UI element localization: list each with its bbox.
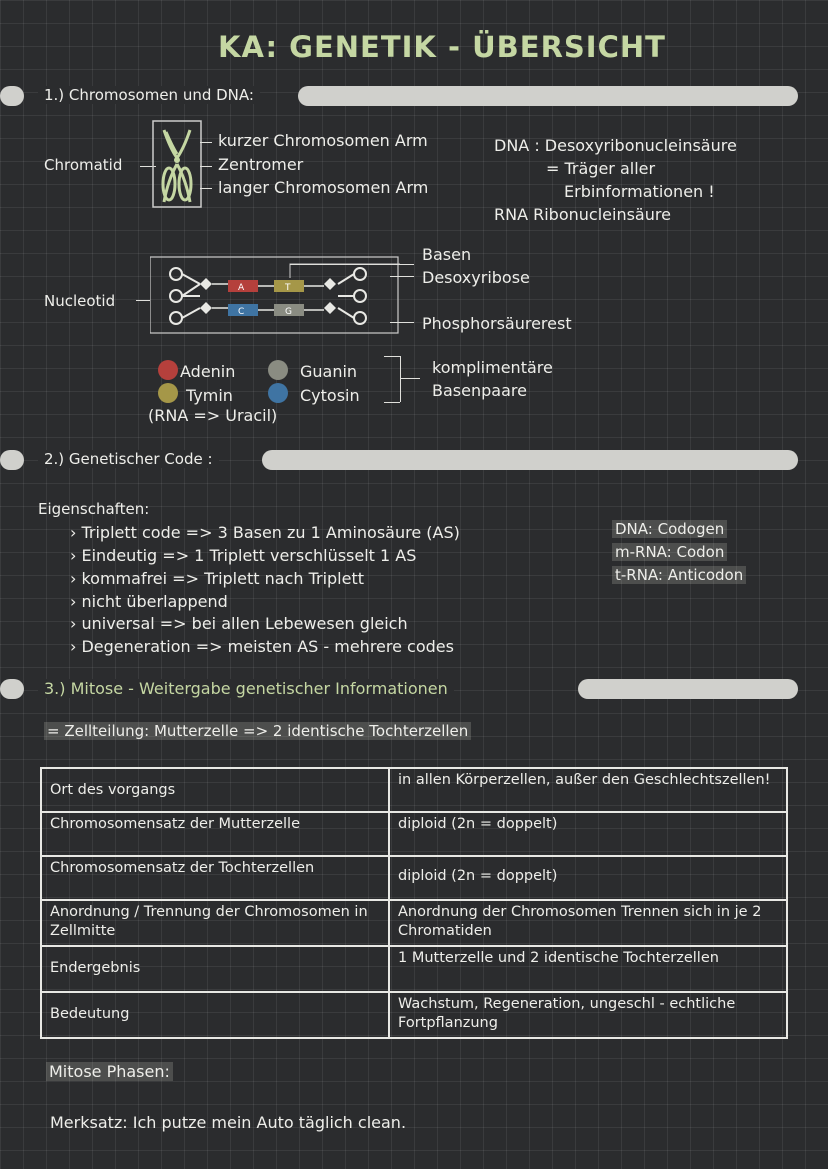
section-1-bar [0,86,24,106]
zellteilung-definition: = Zellteilung: Mutterzelle => 2 identische Tochterzellen [44,722,471,740]
row-5-key: Endergebnis [50,960,141,976]
merksatz: Merksatz: Ich putze mein Auto täglich clean. [50,1113,407,1132]
section-1-heading: 1.) Chromosomen und DNA: [38,86,260,104]
table-value: in allen Körperzellen, außer den Geschlechtszellen! [389,768,787,812]
property-4: › nicht überlappend [70,592,228,611]
row-1-key: Ort des vorgangs [50,782,176,798]
property-5: › universal => bei allen Lebewesen gleich [70,614,408,633]
page-title: KA: GENETIK - ÜBERSICHT [218,30,666,64]
cytosin-dot [268,383,288,403]
table-key: Chromosomensatz der Tochterzellen [41,856,389,900]
section-3-bar-right [578,679,798,699]
table-row [41,812,787,856]
property-3: › kommafrei => Triplett nach Triplett [70,569,365,588]
chromosome-pointer-2 [200,166,212,167]
code-dna: DNA: Codogen [612,520,727,538]
chromosome-pointer-1 [200,142,212,143]
cytosin-label: Cytosin [300,386,360,405]
section-2-bar-right [262,450,798,470]
code-mrna: m-RNA: Codon [612,543,727,561]
property-2-text: Eindeutig => 1 Triplett verschlüsselt 1 AS [81,546,417,565]
table-row [41,856,787,900]
table-key [41,992,389,1038]
table-value: diploid (2n = doppelt) [389,812,787,856]
uracil-note: (RNA => Uracil) [148,406,278,425]
table-value: 1 Mutterzelle und 2 identische Tochterzellen [389,946,787,992]
property-5-text: universal => bei allen Lebewesen gleich [81,614,408,633]
table-key: Anordnung / Trennung der Chromosomen in Zellmitte [41,900,389,946]
property-4-text: nicht überlappend [81,592,228,611]
row-6-key: Bedeutung [50,1006,130,1022]
table-row [41,900,787,946]
property-2: › Eindeutig => 1 Triplett verschlüsselt 1 AS [70,546,417,565]
properties-title: Eigenschaften: [38,500,150,518]
centromere-label: Zentromer [218,155,304,174]
table-key: Chromosomensatz der Mutterzelle [41,812,389,856]
adenin-dot [158,360,178,380]
code-trna: t-RNA: Anticodon [612,566,746,584]
paired-label-1: komplimentäre [432,358,553,377]
table-value: Wachstum, Regeneration, ungeschl - echtliche Fortpflanzung [389,992,787,1038]
property-1-text: Triplett code => 3 Basen zu 1 Aminosäure (AS) [81,523,460,542]
nucleotide-diagram [150,256,400,336]
rna-definition: RNA Ribonucleinsäure [494,205,671,224]
svg-text:A: A [238,283,245,293]
property-6: › Degeneration => meisten AS - mehrere codes [70,637,454,656]
svg-text:C: C [238,307,245,317]
table-row [41,992,787,1038]
chromosome-pointer-3 [200,188,212,189]
adenin-label: Adenin [180,362,236,381]
basen-pointer [290,264,414,265]
section-1-bar-right [298,86,798,106]
chromatid-label: Chromatid [44,156,123,174]
property-3-text: kommafrei => Triplett nach Triplett [81,569,365,588]
mitose-phasen-label: Mitose Phasen: [46,1062,173,1081]
guanin-label: Guanin [300,362,358,381]
property-6-text: Degeneration => meisten AS - mehrere codes [81,637,454,656]
long-arm-label: langer Chromosomen Arm [218,178,429,197]
table-row [41,768,787,812]
bracket-vertical [400,356,401,402]
svg-text:G: G [285,307,292,317]
section-3-heading: 3.) Mitose - Weitergabe genetischer Informationen [38,679,454,698]
phosphat-label: Phosphorsäurerest [422,314,572,333]
nucleotid-pointer [136,300,150,301]
dna-definition: DNA : Desoxyribonucleinsäure [494,136,737,155]
paired-label-2: Basenpaare [432,381,527,400]
section-2-bar [0,450,24,470]
desoxyribose-label: Desoxyribose [422,268,530,287]
bracket-bottom [384,402,400,403]
table-value: Anordnung der Chromosomen Trennen sich in je 2 Chromatiden [389,900,787,946]
tymin-dot [158,383,178,403]
table-key [41,768,389,812]
section-3-bar [0,679,24,699]
nucleotid-label: Nucleotid [44,292,116,310]
table-key [41,946,389,992]
desoxyribose-pointer [390,276,414,277]
bracket-top [384,356,400,357]
dna-definition-3: Erbinformationen ! [564,182,715,201]
chromosome-icon [152,120,204,210]
table-row [41,946,787,992]
row-3-value: diploid (2n = doppelt) [398,868,558,884]
mitosis-table [40,767,788,1039]
table-value [389,856,787,900]
phosphat-pointer [390,322,414,323]
property-1: › Triplett code => 3 Basen zu 1 Aminosäure (AS) [70,523,460,542]
tymin-label: Tymin [186,386,233,405]
dna-definition-2: = Träger aller [546,159,656,178]
svg-text:T: T [285,283,291,293]
guanin-dot [268,360,288,380]
short-arm-label: kurzer Chromosomen Arm [218,131,428,150]
bracket-point [400,378,420,379]
basen-label: Basen [422,245,472,264]
section-2-heading: 2.) Genetischer Code : [38,450,219,468]
